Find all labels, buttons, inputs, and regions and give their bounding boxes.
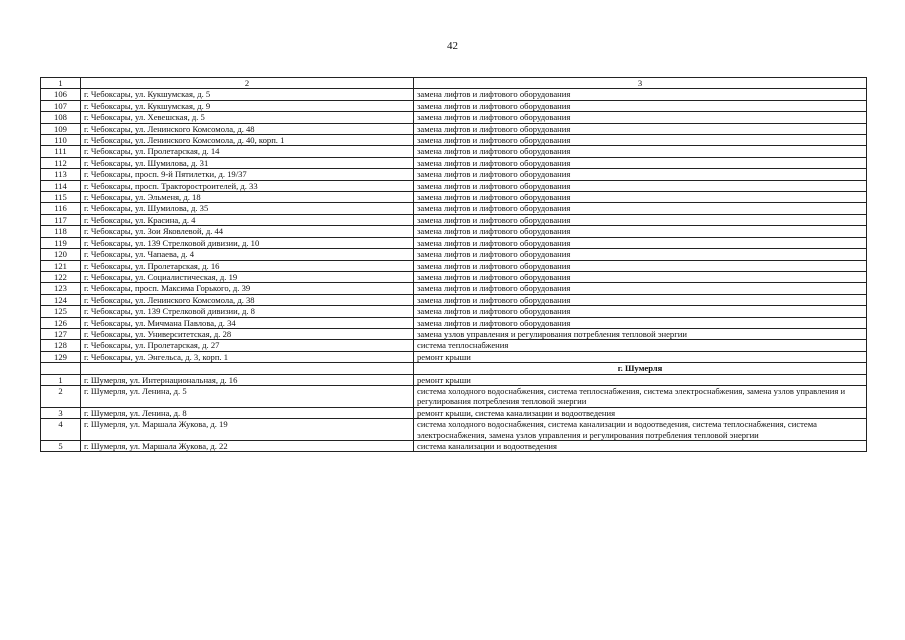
table-row (41, 180, 867, 191)
row-address: г. Чебоксары, ул. Шумилова, д. 35 (81, 203, 414, 214)
table-row (41, 441, 867, 452)
row-work-type: система канализации и водоотведения (414, 441, 867, 452)
row-address: г. Чебоксары, ул. Ленинского Комсомола, д. 38 (81, 294, 414, 305)
table-row (41, 135, 867, 146)
row-number: 114 (41, 180, 81, 191)
row-work-type: замена лифтов и лифтового оборудования (414, 192, 867, 203)
row-number: 121 (41, 260, 81, 271)
row-number: 118 (41, 226, 81, 237)
row-number: 107 (41, 100, 81, 111)
row-address: г. Чебоксары, просп. Тракторостроителей, д. 33 (81, 180, 414, 191)
table-row (41, 157, 867, 168)
row-number: 125 (41, 306, 81, 317)
table-row (41, 385, 867, 407)
row-work-type: замена лифтов и лифтового оборудования (414, 180, 867, 191)
header-col-3: 3 (414, 78, 867, 89)
header-col-1: 1 (41, 78, 81, 89)
row-work-type: замена лифтов и лифтового оборудования (414, 237, 867, 248)
table-row (41, 123, 867, 134)
table-row (41, 306, 867, 317)
row-work-type: замена лифтов и лифтового оборудования (414, 89, 867, 100)
row-number: 111 (41, 146, 81, 157)
row-address: г. Чебоксары, ул. 139 Стрелковой дивизии, д. 8 (81, 306, 414, 317)
row-address: г. Шумерля, ул. Интернациональная, д. 16 (81, 374, 414, 385)
row-number: 3 (41, 407, 81, 418)
row-work-type: замена узлов управления и регулирования потребления тепловой энергии (414, 328, 867, 339)
row-address: г. Чебоксары, ул. Университетская, д. 28 (81, 328, 414, 339)
works-table (40, 77, 867, 452)
row-address: г. Чебоксары, ул. Ленинского Комсомола, д. 48 (81, 123, 414, 134)
table-row (41, 260, 867, 271)
table-row (41, 249, 867, 260)
row-work-type: замена лифтов и лифтового оборудования (414, 112, 867, 123)
row-address: г. Чебоксары, ул. Зои Яковлевой, д. 44 (81, 226, 414, 237)
row-number: 120 (41, 249, 81, 260)
row-address: г. Чебоксары, ул. Ленинского Комсомола, д. 40, корп. 1 (81, 135, 414, 146)
table-row (41, 203, 867, 214)
row-address: г. Чебоксары, ул. Пролетарская, д. 27 (81, 340, 414, 351)
table-row (41, 146, 867, 157)
row-address: г. Чебоксары, ул. Кукшумская, д. 5 (81, 89, 414, 100)
table-row (41, 419, 867, 441)
header-col-2: 2 (81, 78, 414, 89)
row-work-type: замена лифтов и лифтового оборудования (414, 123, 867, 134)
row-address: г. Шумерля, ул. Маршала Жукова, д. 22 (81, 441, 414, 452)
row-work-type: ремонт крыши, система канализации и водоотведения (414, 407, 867, 418)
table-row (41, 89, 867, 100)
row-number: 126 (41, 317, 81, 328)
row-work-type: замена лифтов и лифтового оборудования (414, 306, 867, 317)
table-row (41, 283, 867, 294)
row-work-type: замена лифтов и лифтового оборудования (414, 283, 867, 294)
row-work-type: замена лифтов и лифтового оборудования (414, 317, 867, 328)
row-work-type: замена лифтов и лифтового оборудования (414, 226, 867, 237)
row-number: 109 (41, 123, 81, 134)
row-address: г. Чебоксары, ул. Шумилова, д. 31 (81, 157, 414, 168)
table-row (41, 340, 867, 351)
row-work-type: замена лифтов и лифтового оборудования (414, 203, 867, 214)
row-address: г. Шумерля, ул. Маршала Жукова, д. 19 (81, 419, 414, 441)
row-number: 108 (41, 112, 81, 123)
row-work-type: ремонт крыши (414, 374, 867, 385)
row-number: 2 (41, 385, 81, 407)
row-number: 106 (41, 89, 81, 100)
table-row (41, 214, 867, 225)
table-row (41, 328, 867, 339)
row-number: 4 (41, 419, 81, 441)
row-number: 129 (41, 351, 81, 362)
table-row (41, 317, 867, 328)
row-number: 110 (41, 135, 81, 146)
works-table-body (41, 78, 867, 452)
row-number: 127 (41, 328, 81, 339)
row-number: 119 (41, 237, 81, 248)
row-number: 112 (41, 157, 81, 168)
section-title: г. Шумерля (414, 363, 867, 374)
table-row (41, 169, 867, 180)
row-number: 123 (41, 283, 81, 294)
row-work-type: замена лифтов и лифтового оборудования (414, 294, 867, 305)
row-number: 115 (41, 192, 81, 203)
row-address: г. Чебоксары, ул. Эльменя, д. 18 (81, 192, 414, 203)
table-header-row (41, 78, 867, 89)
table-row (41, 351, 867, 362)
section-row (41, 363, 867, 374)
section-empty-cell (41, 363, 81, 374)
row-number: 1 (41, 374, 81, 385)
row-work-type: замена лифтов и лифтового оборудования (414, 100, 867, 111)
row-address: г. Шумерля, ул. Ленина, д. 8 (81, 407, 414, 418)
row-number: 5 (41, 441, 81, 452)
page-number: 42 (447, 40, 458, 52)
row-work-type: замена лифтов и лифтового оборудования (414, 249, 867, 260)
row-address: г. Шумерля, ул. Ленина, д. 5 (81, 385, 414, 407)
table-row (41, 407, 867, 418)
row-address: г. Чебоксары, ул. Красина, д. 4 (81, 214, 414, 225)
row-work-type: ремонт крыши (414, 351, 867, 362)
row-work-type: замена лифтов и лифтового оборудования (414, 157, 867, 168)
row-address: г. Чебоксары, ул. Социалистическая, д. 19 (81, 271, 414, 282)
row-work-type: система холодного водоснабжения, система канализации и водоотведения, система теплоснабжения, система электроснабжения, замена узлов управления и регулирования потребления тепловой энергии (414, 419, 867, 441)
row-number: 117 (41, 214, 81, 225)
row-address: г. Чебоксары, ул. Пролетарская, д. 16 (81, 260, 414, 271)
table-row (41, 374, 867, 385)
row-address: г. Чебоксары, ул. Чапаева, д. 4 (81, 249, 414, 260)
table-row (41, 271, 867, 282)
table-row (41, 192, 867, 203)
row-work-type: замена лифтов и лифтового оборудования (414, 146, 867, 157)
row-number: 116 (41, 203, 81, 214)
table-row (41, 112, 867, 123)
row-address: г. Чебоксары, ул. Энгельса, д. 3, корп. 1 (81, 351, 414, 362)
row-number: 122 (41, 271, 81, 282)
row-number: 124 (41, 294, 81, 305)
row-address: г. Чебоксары, ул. Кукшумская, д. 9 (81, 100, 414, 111)
row-number: 113 (41, 169, 81, 180)
row-work-type: замена лифтов и лифтового оборудования (414, 271, 867, 282)
row-address: г. Чебоксары, просп. 9-й Пятилетки, д. 19/37 (81, 169, 414, 180)
row-work-type: замена лифтов и лифтового оборудования (414, 135, 867, 146)
row-address: г. Чебоксары, просп. Максима Горького, д. 39 (81, 283, 414, 294)
table-row (41, 226, 867, 237)
row-work-type: замена лифтов и лифтового оборудования (414, 214, 867, 225)
row-address: г. Чебоксары, ул. Мичмана Павлова, д. 34 (81, 317, 414, 328)
row-address: г. Чебоксары, ул. Пролетарская, д. 14 (81, 146, 414, 157)
table-row (41, 237, 867, 248)
section-empty-cell (81, 363, 414, 374)
row-address: г. Чебоксары, ул. 139 Стрелковой дивизии, д. 10 (81, 237, 414, 248)
row-work-type: замена лифтов и лифтового оборудования (414, 169, 867, 180)
table-row (41, 100, 867, 111)
row-number: 128 (41, 340, 81, 351)
row-work-type: замена лифтов и лифтового оборудования (414, 260, 867, 271)
row-work-type: система теплоснабжения (414, 340, 867, 351)
table-row (41, 294, 867, 305)
row-work-type: система холодного водоснабжения, система теплоснабжения, система электроснабжения, замена узлов управления и регулирования потребления тепловой энергии (414, 385, 867, 407)
row-address: г. Чебоксары, ул. Хевешская, д. 5 (81, 112, 414, 123)
